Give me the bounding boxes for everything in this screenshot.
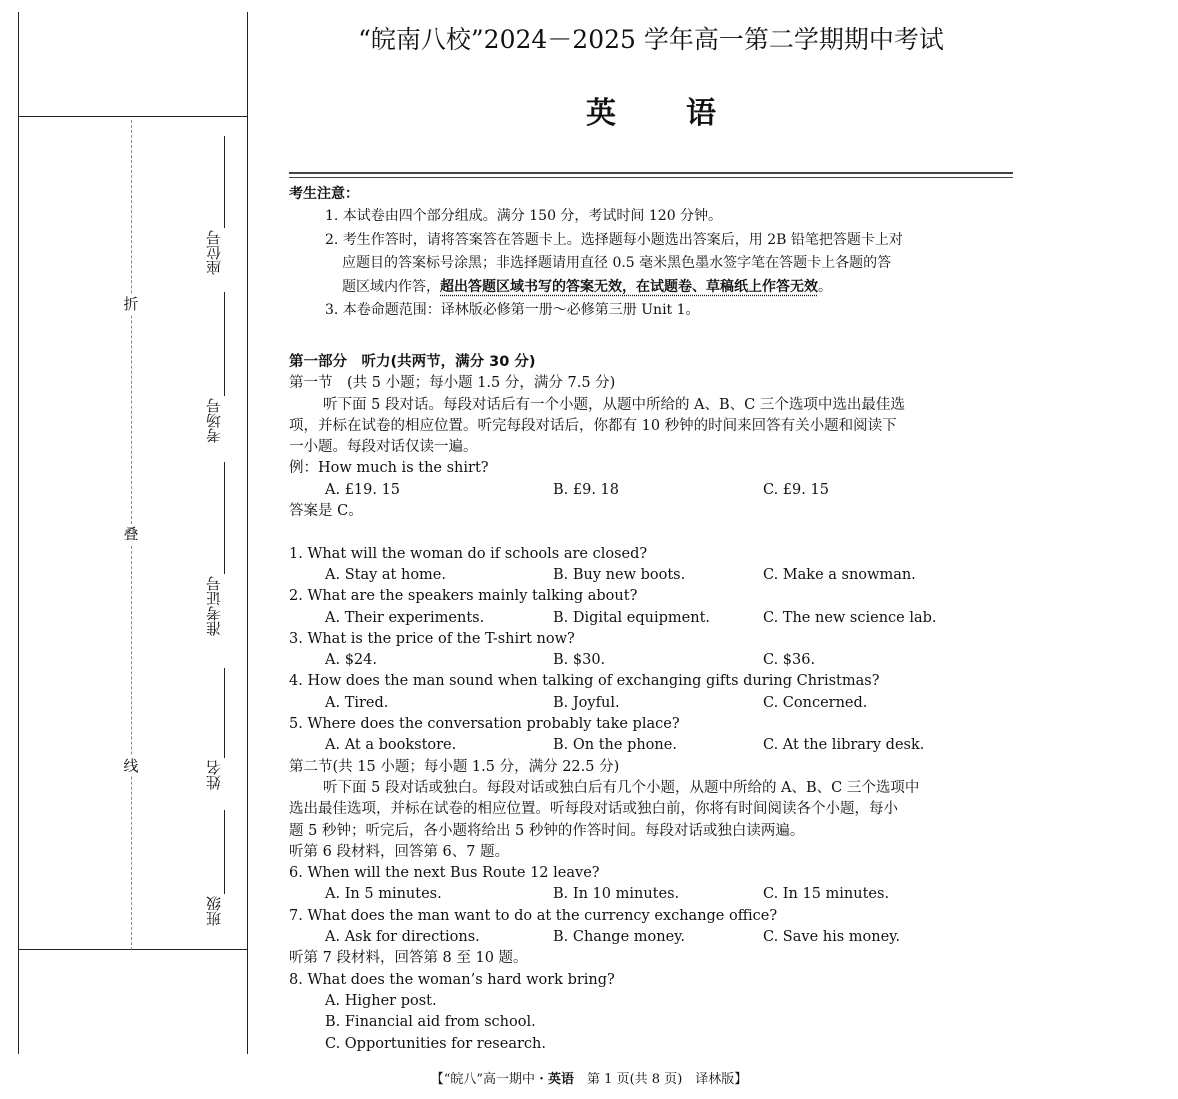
fold-char-zhe: 折 <box>121 294 141 314</box>
question-option: A. Ask for directions. <box>325 929 480 946</box>
question-8-option-a: A. Higher post. <box>325 992 437 1009</box>
section2-instruction-line-2: 选出最佳选项，并标在试卷的相应位置。听每段对话或独白前，你将有时间阅读各个小题，每小 <box>289 801 898 818</box>
exam-room-line[interactable] <box>224 292 225 396</box>
section2-heading: 第二节(共 15 小题；每小题 1.5 分，满分 22.5 分) <box>289 758 620 775</box>
question-option: B. $30. <box>553 652 606 669</box>
question-option: C. Concerned. <box>763 694 868 711</box>
exam-title: “皖南八校”2024－2025 学年高一第二学期期中考试 <box>358 25 944 54</box>
question-option: B. Digital equipment. <box>553 609 711 626</box>
question-7: 7. What does the man want to do at the currency exchange office? <box>289 907 778 924</box>
question-8: 8. What does the woman’s hard work bring? <box>289 971 615 988</box>
question-5: 5. Where does the conversation probably take place? <box>289 716 680 733</box>
class-label: 班级 <box>205 896 223 926</box>
question-option: A. Tired. <box>325 694 389 711</box>
header-rule-thin <box>289 177 1013 178</box>
question-1: 1. What will the woman do if schools are closed? <box>289 545 648 562</box>
question-1-options <box>289 565 1013 586</box>
notice-item-2-pre: 题区域内作答， <box>342 278 440 295</box>
question-option: C. Make a snowman. <box>763 566 916 583</box>
question-option: B. In 10 minutes. <box>553 886 680 903</box>
section1-heading: 第一节 (共 5 小题；每小题 1.5 分，满分 7.5 分) <box>289 375 616 392</box>
question-option: C. Save his money. <box>763 929 901 946</box>
notice-emphasis: 超出答题区域书写的答案无效，在试题卷、草稿纸上作答无效 <box>440 278 818 295</box>
section2-instruction-line-1: 听下面 5 段对话或独白。每段对话或独白后有几个小题，从题中所给的 A、B、C 三个选项中 <box>323 779 920 796</box>
example-question: 例：How much is the shirt? <box>289 460 489 477</box>
seat-number-line[interactable] <box>224 136 225 228</box>
question-2-options <box>289 608 1013 629</box>
material-6-note: 听第 6 段材料，回答第 6、7 题。 <box>289 843 510 860</box>
question-option: A. Their experiments. <box>325 609 485 626</box>
notice-item-2-post: 。 <box>818 278 832 295</box>
question-8-option-c: C. Opportunities for research. <box>325 1035 546 1052</box>
question-5-options <box>289 735 1013 756</box>
page-footer <box>0 1068 1178 1087</box>
footer-suffix: 第 1 页(共 8 页) 译林版】 <box>574 1072 748 1087</box>
listening-part <box>289 352 1013 1055</box>
question-3: 3. What is the price of the T-shirt now? <box>289 630 575 647</box>
question-option: A. In 5 minutes. <box>325 886 442 903</box>
binding-bottom-divider <box>18 949 248 950</box>
question-option: C. In 15 minutes. <box>763 886 890 903</box>
subject-title: 英语 <box>586 96 786 131</box>
binding-left-border <box>18 12 19 1054</box>
name-line[interactable] <box>224 668 225 758</box>
question-6-options <box>289 884 1013 905</box>
class-line[interactable] <box>224 810 225 894</box>
notice-item-3: 3. 本卷命题范围：译林版必修第一册～必修第三册 Unit 1。 <box>325 302 700 318</box>
name-label: 姓名 <box>205 760 223 790</box>
header-rule-thick <box>289 172 1013 174</box>
question-option: A. $24. <box>325 652 377 669</box>
section1-instruction-line-2: 项，并标在试卷的相应位置。听完每段对话后，你都有 10 秒钟的时间来回答有关小题和阅读下 <box>289 417 897 434</box>
admission-number-label: 准考证号 <box>205 576 223 636</box>
example-option-c: C. £9. 15 <box>763 481 829 498</box>
question-option: B. Change money. <box>553 929 686 946</box>
binding-right-border <box>247 12 248 1054</box>
example-option-a: A. £19. 15 <box>325 481 401 498</box>
section2-instruction-line-3: 题 5 秒钟；听完后，各小题将给出 5 秒钟的作答时间。每段对话或独白读两遍。 <box>289 822 805 839</box>
example-answer: 答案是 C。 <box>289 503 363 520</box>
part1-heading: 第一部分 听力(共两节，满分 30 分) <box>289 354 536 370</box>
question-4: 4. How does the man sound when talking of exchanging gifts during Christmas? <box>289 673 880 690</box>
binding-top-divider <box>18 116 248 117</box>
example-options <box>289 480 1013 501</box>
notice-item-2-line-1: 2. 考生作答时，请将答案答在答题卡上。选择题每小题选出答案后，用 2B 铅笔把答题卡上对 <box>325 231 903 248</box>
question-option: C. $36. <box>763 652 816 669</box>
example-option-b: B. £9. 18 <box>553 481 619 498</box>
fold-char-die: 叠 <box>121 524 141 544</box>
question-option: C. At the library desk. <box>763 737 925 754</box>
exam-room-label: 考场号 <box>205 398 223 443</box>
section1-instruction-line-3: 一小题。每段对话仅读一遍。 <box>289 439 478 456</box>
footer-prefix: 【“皖八”高一期中・ <box>430 1072 549 1087</box>
notice-item-2-line-3 <box>325 276 1015 300</box>
fold-char-xian: 线 <box>121 756 141 776</box>
question-option: B. Joyful. <box>553 694 620 711</box>
notice-block <box>325 205 1015 323</box>
section1-instruction-line-1: 听下面 5 段对话。每段对话后有一个小题，从题中所给的 A、B、C 三个选项中选出最佳选 <box>323 396 905 413</box>
question-7-options <box>289 927 1013 948</box>
notice-heading: 考生注意： <box>289 186 359 202</box>
question-8-option-b: B. Financial aid from school. <box>325 1014 536 1031</box>
binding-margin <box>0 0 250 1099</box>
admission-number-line[interactable] <box>224 462 225 574</box>
question-2: 2. What are the speakers mainly talking about? <box>289 588 638 605</box>
seat-number-label: 座位号 <box>205 230 223 275</box>
question-option: A. At a bookstore. <box>325 737 457 754</box>
question-option: B. Buy new boots. <box>553 566 686 583</box>
question-option: B. On the phone. <box>553 737 677 754</box>
material-7-note: 听第 7 段材料，回答第 8 至 10 题。 <box>289 950 528 967</box>
question-4-options <box>289 693 1013 714</box>
question-option: C. The new science lab. <box>763 609 937 626</box>
notice-item-1: 1. 本试卷由四个部分组成。满分 150 分，考试时间 120 分钟。 <box>325 208 723 224</box>
question-3-options <box>289 650 1013 671</box>
question-6: 6. When will the next Bus Route 12 leave? <box>289 865 600 882</box>
question-option: A. Stay at home. <box>325 566 446 583</box>
footer-subject: 英语 <box>548 1072 575 1087</box>
notice-item-2-line-2: 应题目的答案标号涂黑；非选择题请用直径 0.5 毫米黑色墨水签字笔在答题卡上各题的答 <box>342 255 892 271</box>
